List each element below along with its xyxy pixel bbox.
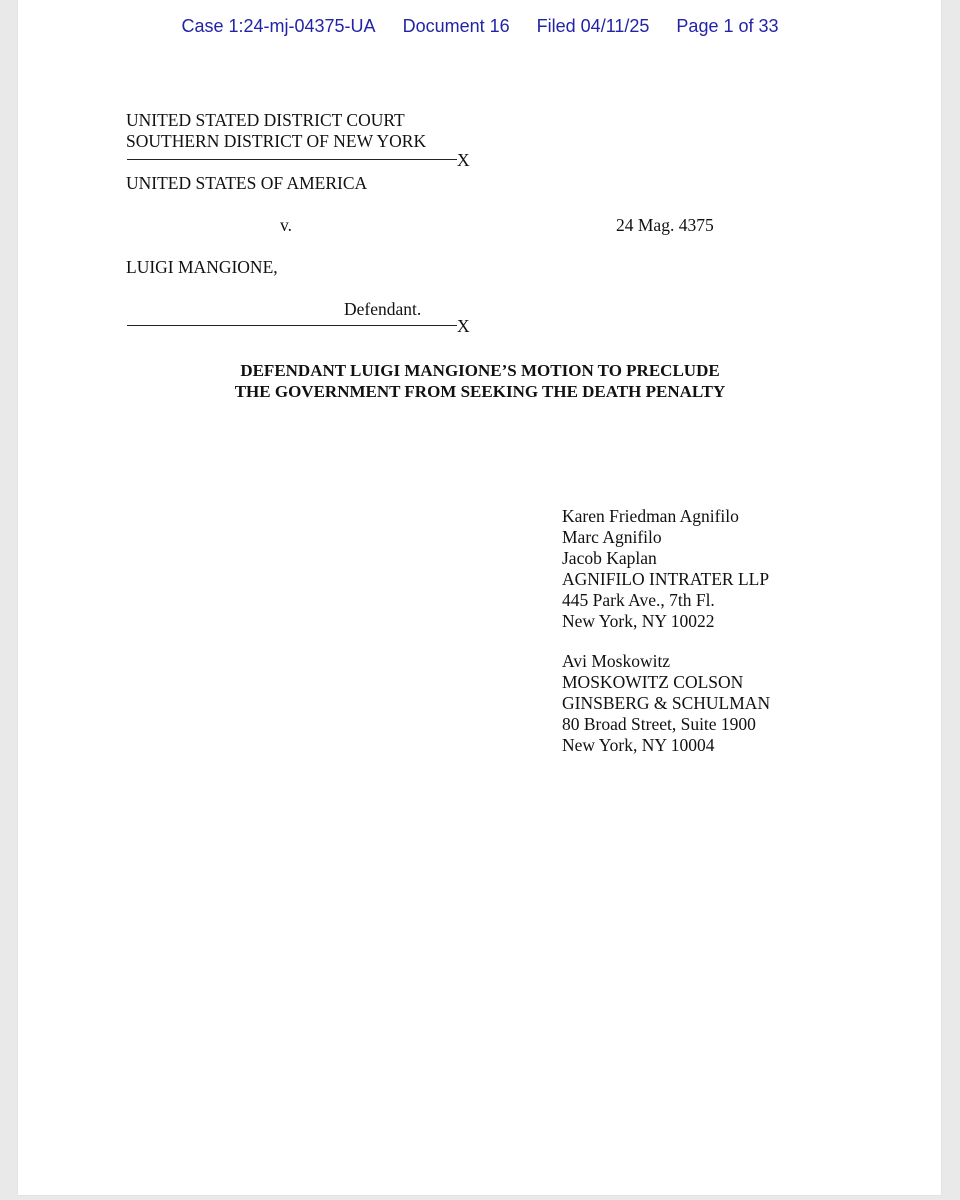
page-number-stamp: Page 1 of 33 <box>676 16 779 36</box>
caption-bottom-rule <box>127 325 457 326</box>
counsel-line: GINSBERG & SCHULMAN <box>562 693 771 713</box>
counsel-line: New York, NY 10022 <box>562 611 715 631</box>
ecf-filing-header <box>0 16 960 37</box>
versus-label: v. <box>280 215 292 235</box>
counsel-line: 445 Park Ave., 7th Fl. <box>562 590 715 610</box>
plaintiff-name: UNITED STATES OF AMERICA <box>126 173 368 193</box>
caption-top-rule <box>127 159 457 160</box>
counsel-line: AGNIFILO INTRATER LLP <box>562 569 770 589</box>
caption-x-mark-bottom: X <box>457 316 470 336</box>
counsel-line: Avi Moskowitz <box>562 651 671 671</box>
counsel-line: Jacob Kaplan <box>562 548 657 568</box>
motion-title-line2: THE GOVERNMENT FROM SEEKING THE DEATH PENALTY <box>234 382 726 401</box>
counsel-block-moskowitz <box>562 651 770 756</box>
caption-x-mark-top: X <box>457 150 470 170</box>
case-number-stamp: Case 1:24-mj-04375-UA <box>181 16 376 36</box>
counsel-line: MOSKOWITZ COLSON <box>562 672 744 692</box>
court-name-line2: SOUTHERN DISTRICT OF NEW YORK <box>126 131 427 151</box>
defendant-name: LUIGI MANGIONE, <box>126 257 278 277</box>
counsel-line: New York, NY 10004 <box>562 735 715 755</box>
counsel-line: Karen Friedman Agnifilo <box>562 506 739 526</box>
motion-title <box>0 360 960 402</box>
court-name-line1: UNITED STATED DISTRICT COURT <box>126 110 405 130</box>
counsel-line: 80 Broad Street, Suite 1900 <box>562 714 756 734</box>
motion-title-line1: DEFENDANT LUIGI MANGIONE’S MOTION TO PRECLUDE <box>240 361 720 380</box>
filed-date-stamp: Filed 04/11/25 <box>536 16 650 36</box>
counsel-line: Marc Agnifilo <box>562 527 662 547</box>
counsel-block-agnifilo <box>562 506 769 632</box>
case-number: 24 Mag. 4375 <box>616 215 714 235</box>
defendant-label: Defendant. <box>344 299 422 319</box>
document-number-stamp: Document 16 <box>402 16 510 36</box>
